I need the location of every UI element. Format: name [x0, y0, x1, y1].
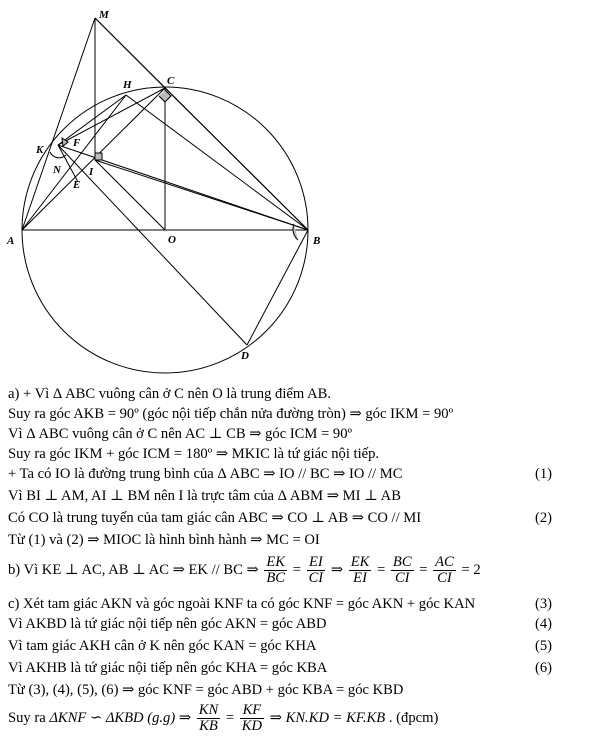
label-m: M	[99, 9, 109, 21]
label-n: N	[53, 164, 61, 176]
equals-sign: =	[419, 562, 428, 578]
equation-number-2: (2)	[534, 510, 552, 526]
label-a: A	[7, 235, 15, 247]
implies-arrow: ⇒	[269, 710, 282, 726]
text-line-12: Vì tam giác AKH cân ở K nên góc KAN = góc KHA	[8, 638, 317, 654]
equals-sign: =	[292, 562, 301, 578]
fraction-ek-bc	[264, 555, 287, 586]
text-line-9	[8, 552, 481, 588]
segment-hb	[126, 95, 308, 230]
text-line-10: c) Xét tam giác AKN và góc ngoài KNF ta có góc KNF = góc AKN + góc KAN	[8, 596, 476, 612]
segment-bd	[247, 230, 308, 345]
label-b: B	[313, 235, 321, 247]
segment-mc	[95, 18, 165, 88]
text-line-6: Vì BI ⊥ AM, AI ⊥ BM nên I là trực tâm của Δ ABM ⇒ MI ⊥ AB	[8, 488, 401, 504]
segment-ib	[95, 160, 308, 230]
frac-num: KN	[198, 702, 219, 719]
frac-den: KB	[199, 718, 218, 735]
segment-bc	[165, 88, 308, 230]
product-equation: KN.KD = KF.KB	[285, 710, 386, 726]
frac-num: AC	[435, 554, 454, 571]
equation-number-6: (6)	[534, 660, 552, 676]
text-line-1: a) + Vì Δ ABC vuông cân ở C nên O là trung điểm AB.	[8, 386, 331, 402]
text-line-7: Có CO là trung tuyến của tam giác cân ABC ⇒ CO ⊥ AB ⇒ CO // MI	[8, 510, 422, 526]
label-d: D	[241, 350, 249, 362]
fraction-kn-kb	[197, 703, 220, 734]
implies-arrow: ⇒	[330, 562, 344, 578]
equals-two: = 2	[461, 562, 481, 578]
text-line-8: Từ (1) và (2) ⇒ MIOC là hình bình hành ⇒ MC = OI	[8, 532, 320, 548]
frac-num: BC	[392, 554, 412, 571]
label-f: F	[73, 137, 81, 149]
text-line-14: Từ (3), (4), (5), (6) ⇒ góc KNF = góc ABD + góc KBA = góc KBD	[8, 682, 404, 698]
similar-triangles: ΔKNF ∽ ΔKBD	[49, 710, 144, 726]
label-k: K	[36, 144, 44, 156]
text-line-5: + Ta có IO là đường trung bình của Δ ABC ⇒ IO // BC ⇒ IO // MC	[8, 466, 403, 482]
frac-num: EI	[307, 555, 326, 571]
text-line-11: Vì AKBD là tứ giác nội tiếp nên góc AKN = góc ABD	[8, 616, 327, 632]
frac-den: KD	[241, 718, 263, 735]
gg-criterion: (g.g) ⇒	[147, 710, 192, 726]
line-15-end: . (đpcm)	[388, 710, 439, 726]
line-9-prefix: b) Vì KE ⊥ AC, AB ⊥ AC ⇒ EK // BC ⇒	[8, 562, 259, 578]
line-15-prefix: Suy ra	[8, 710, 46, 726]
text-line-13: Vì AKHB là tứ giác nội tiếp nên góc KHA = góc KBA	[8, 660, 328, 676]
frac-den: CI	[437, 570, 452, 587]
angle-mark-k2	[62, 138, 68, 146]
equals-sign: =	[225, 710, 235, 726]
equals-sign: =	[377, 562, 386, 578]
fraction-kf-kd	[240, 703, 264, 734]
frac-num: EK	[350, 554, 370, 571]
label-c: C	[167, 75, 175, 87]
text-line-3: Vì Δ ABC vuông cân ở C nên AC ⊥ CB ⇒ góc ICM = 90º	[8, 426, 353, 442]
label-i: I	[89, 166, 94, 178]
frac-den: BC	[266, 570, 286, 587]
segment-ma	[22, 18, 95, 230]
text-line-4: Suy ra góc IKM + góc ICM = 180º ⇒ MKIC là tứ giác nội tiếp.	[8, 446, 380, 462]
fraction-ac-ci	[433, 555, 456, 586]
right-angle-i	[95, 153, 102, 160]
frac-num: EK	[266, 554, 286, 571]
fraction-ek-ei	[349, 555, 372, 586]
equation-number-1: (1)	[534, 466, 552, 482]
frac-den: CI	[394, 570, 410, 587]
frac-den: CI	[308, 570, 324, 587]
equation-number-3: (3)	[534, 596, 552, 612]
label-e: E	[73, 179, 81, 191]
text-line-2: Suy ra góc AKB = 90º (góc nội tiếp chắn nửa đường tròn) ⇒ góc IKM = 90º	[8, 406, 454, 422]
frac-num: KF	[240, 703, 264, 719]
segment-kd	[58, 145, 247, 345]
fraction-ei-ci	[307, 555, 326, 586]
label-h: H	[123, 79, 132, 91]
frac-den: EI	[353, 570, 367, 587]
fraction-bc-ci	[391, 555, 414, 586]
label-o: O	[168, 234, 176, 246]
equation-number-5: (5)	[534, 638, 552, 654]
equation-number-4: (4)	[534, 616, 552, 632]
text-line-15	[8, 700, 438, 736]
